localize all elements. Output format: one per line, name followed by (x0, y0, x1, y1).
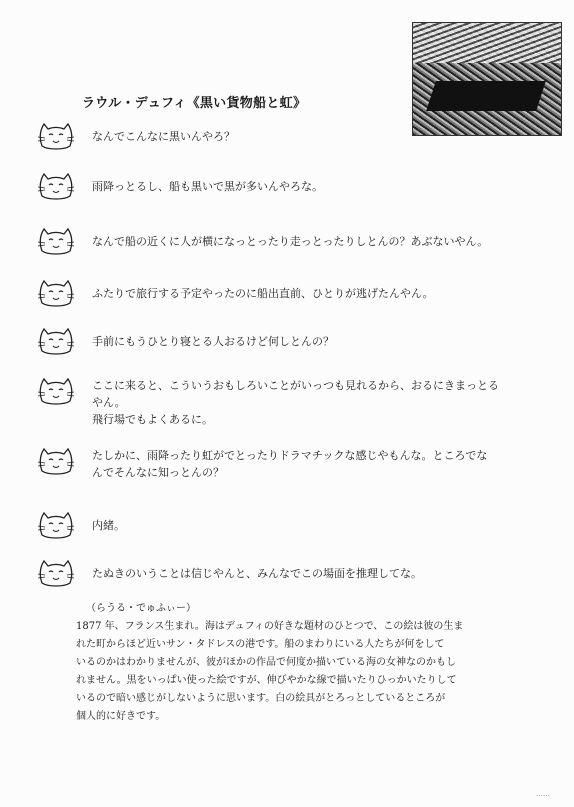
dialogue-text: ふたりで旅行する予定やったのに船出直前、ひとりが逃げたんやん。 (92, 287, 434, 300)
caption-line: れません。黒をいっぱい使った絵ですが、伸びやかな線で描いたりひっかいたりして (76, 675, 457, 686)
artist-caption (78, 600, 548, 726)
dialogue-text: 雨降っとるし、船も黒いで黒が多いんやろな。 (92, 180, 323, 193)
cat-face-icon (36, 223, 76, 257)
page-mark: …… (536, 790, 550, 798)
dialogue-text: たぬきのいうことは信じやんと、みんなでこの場面を推理してな。 (92, 567, 422, 580)
dialogue-text: 飛行場でもよくあるに。 (92, 413, 213, 426)
cat-face-icon (36, 373, 76, 407)
dialogue-text: たしかに、雨降ったり虹がでとったりドラマチックな感じやもんな。ところでな (92, 449, 488, 462)
artist-name-reading: （らうる・でゅふぃー） (86, 603, 196, 614)
dialogue-text: なんでこんなに黒いんやろ？ (92, 130, 235, 143)
caption-body (78, 618, 548, 726)
caption-line: れた町からほど近いサン・タドレスの港です。船のまわりにいる人たちが何をして (76, 639, 445, 650)
caption-line: 1877 年、フランス生まれ。海はデュフィの好きな題材のひとつで、この絵は彼の生ま (76, 621, 464, 632)
dialogue-text: ここに来ると、こういうおもしろいことがいっつも見れるから、おるにきまっとる (92, 379, 499, 392)
dialogue-text: 手前にもうひとり寝とる人おるけど何しとんの？ (92, 335, 334, 348)
cat-face-icon (36, 443, 76, 477)
dialogue-text: 内緒。 (92, 519, 125, 532)
dialogue-text: なんで船の近くに人が横になっとったり走っとったりしとんの？あぶないやん。 (92, 235, 489, 248)
painting-ship (426, 81, 546, 111)
cat-face-icon (36, 323, 76, 357)
cat-face-icon (36, 118, 76, 152)
cat-face-icon (36, 275, 76, 309)
painting-thumbnail (412, 22, 562, 136)
dialogue-text: んでそんなに知っとんの？ (92, 466, 224, 479)
cat-face-icon (36, 168, 76, 202)
page-title: ラウル・デュフィ《黒い貨物船と虹》 (82, 96, 307, 111)
cat-face-icon (36, 507, 76, 541)
painting-rainbow (412, 22, 562, 136)
caption-line: いるので暗い感じがしないように思います。白の絵具がとろっとしているところが (76, 693, 446, 704)
cat-face-icon (36, 555, 76, 589)
dialogue-text: やん。 (92, 396, 126, 409)
caption-line: いるのかはわかりませんが、彼がほかの作品で何度か描いている海の女神なのかもし (76, 657, 456, 668)
caption-line: 個人的に好きです。 (76, 711, 166, 722)
